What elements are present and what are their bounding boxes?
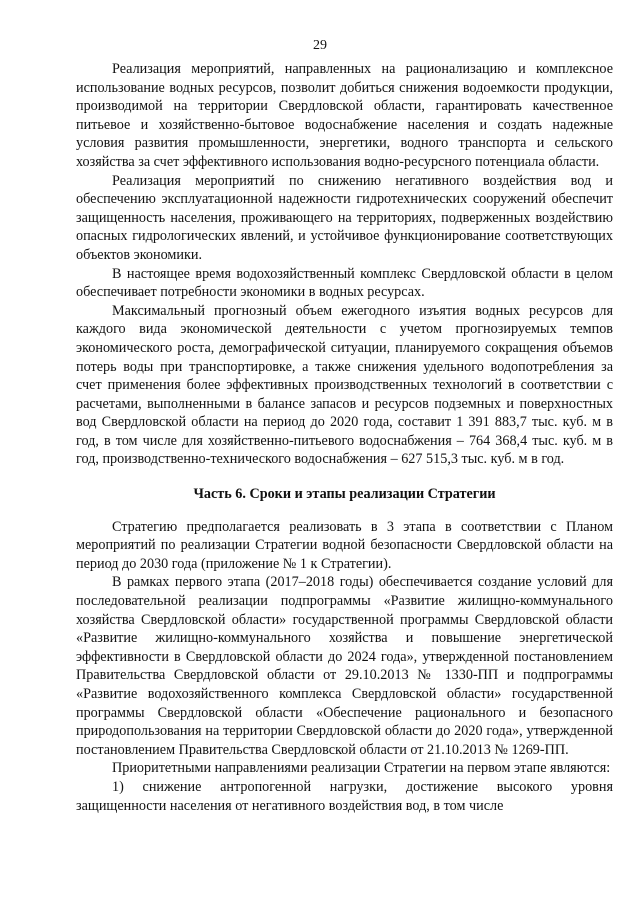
section-heading: Часть 6. Сроки и этапы реализации Стратегии <box>193 486 496 503</box>
paragraph-first-stage: В рамках первого этапа (2017–2018 годы) обеспечивается создание условий для последовательной реализации подпрограммы «Развитие жилищно-коммунального хозяйства Свердловской области» государственной программы Свердловской области «Развитие жилищно-коммунального хозяйства и повышение энергетической эффективности в Свердловской области до 2024 года», утвержденной постановлением Правительства Свердловской области от 29.10.2013 № 1330-ПП и подпрограммы «Развитие водохозяйственного комплекса Свердловской области» государственной программы Свердловской области «Обеспечение рационального и безопасного природопользования на территории Свердловской области до 2020 года», утвержденной постановлением Правительства Свердловской области от 21.10.2013 № 1269-ПП. <box>76 574 613 758</box>
paragraph-forecast-volume: Максимальный прогнозный объем ежегодного изъятия водных ресурсов для каждого вида экономической деятельности с учетом прогнозируемых темпов экономического роста, демографической ситуации, планируемого сокращения объемов потерь воды при транспортировке, а также снижения удельного водопотребления за счет применения более эффективных производственных технологий в соответствии с расчетами, выполненными в балансе запасов и ресурсов подземных и поверхностных вод Свердловской области на период до 2020 года, составит 1 391 883,7 тыс. куб. м в год, в том числе для хозяйственно-питьевого водоснабжения – 764 368,4 тыс. куб. м в год, производственно-технического водоснабжения – 627 515,3 тыс. куб. м в год. <box>76 302 613 468</box>
paragraph-three-stages: Стратегию предполагается реализовать в 3 этапа в соответствии с Планом мероприятий по реализации Стратегии водной безопасности Свердловской области на период до 2030 года (приложение № 1 к Стратегии). <box>76 518 613 572</box>
page-number: 29 <box>313 38 327 53</box>
paragraph-water-complex: В настоящее время водохозяйственный комплекс Свердловской области в целом обеспечивает потребности экономики в водных ресурсах. <box>76 265 613 301</box>
paragraph-priority-item-1: 1) снижение антропогенной нагрузки, достижение высокого уровня защищенности населения от негативного воздействия вод, в том числе <box>76 778 613 814</box>
paragraph-negative-impact: Реализация мероприятий по снижению негативного воздействия вод и обеспечению эксплуатационной надежности гидротехнических сооружений обеспечит защищенность населения, проживающего на территориях, подверженных воздействию опасных гидрологических явлений, и устойчивое функционирование соответствующих объектов экономики. <box>76 172 613 263</box>
paragraph-rationalization: Реализация мероприятий, направленных на рационализацию и комплексное использование водных ресурсов, позволит добиться снижения водоемкости продукции, производимой на территории Свердловской области, гарантировать качественное питьевое и хозяйственно-бытовое водоснабжение населения и создать надежные условия развития промышленности, энергетики, водного транспорта и сельского хозяйства за счет эффективного использования водно-ресурсного потенциала области. <box>76 61 613 170</box>
paragraph-priorities: Приоритетными направлениями реализации Стратегии на первом этапе являются: <box>112 760 611 777</box>
document-body <box>76 60 613 815</box>
